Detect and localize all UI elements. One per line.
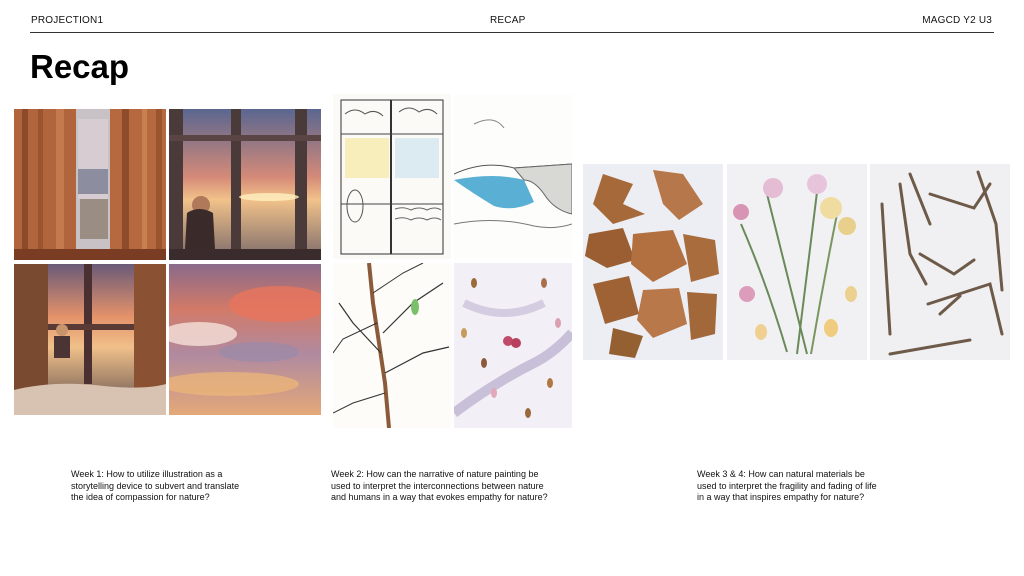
- header-course-label: MAGCD Y2 U3: [922, 15, 992, 26]
- week-1-caption: Week 1: How to utilize illustration as a storytelling device to subvert and translate the idea of compassion for nature?: [71, 469, 240, 502]
- sunset-clouds-painting: [169, 264, 321, 415]
- window-sketch: [333, 94, 451, 259]
- dried-twigs-photo: [870, 164, 1010, 360]
- window-with-bed-painting: [14, 264, 166, 415]
- tree-branch-sketch: [333, 263, 451, 428]
- week-2-caption: Week 2: How can the narrative of nature painting be used to interpret the interconnections between nature and humans in a way that evokes empathy for nature?: [331, 469, 548, 502]
- header-section-label: RECAP: [490, 15, 526, 26]
- coast-sketch: [454, 94, 572, 259]
- week-3-4-caption: Week 3 & 4: How can natural materials be used to interpret the fragility and fading of life in a way that inspires empathy for nature?: [697, 469, 877, 502]
- dried-leaves-photo: [583, 164, 723, 360]
- window-curtains-painting: [14, 109, 166, 260]
- page-title: Recap: [30, 48, 130, 85]
- header-divider: [30, 32, 994, 33]
- dried-flowers-photo: [727, 164, 867, 360]
- girl-at-window-sunset-painting: [169, 109, 321, 260]
- scattered-petals-drawing: [454, 263, 572, 428]
- header-project-label: PROJECTION1: [31, 15, 104, 26]
